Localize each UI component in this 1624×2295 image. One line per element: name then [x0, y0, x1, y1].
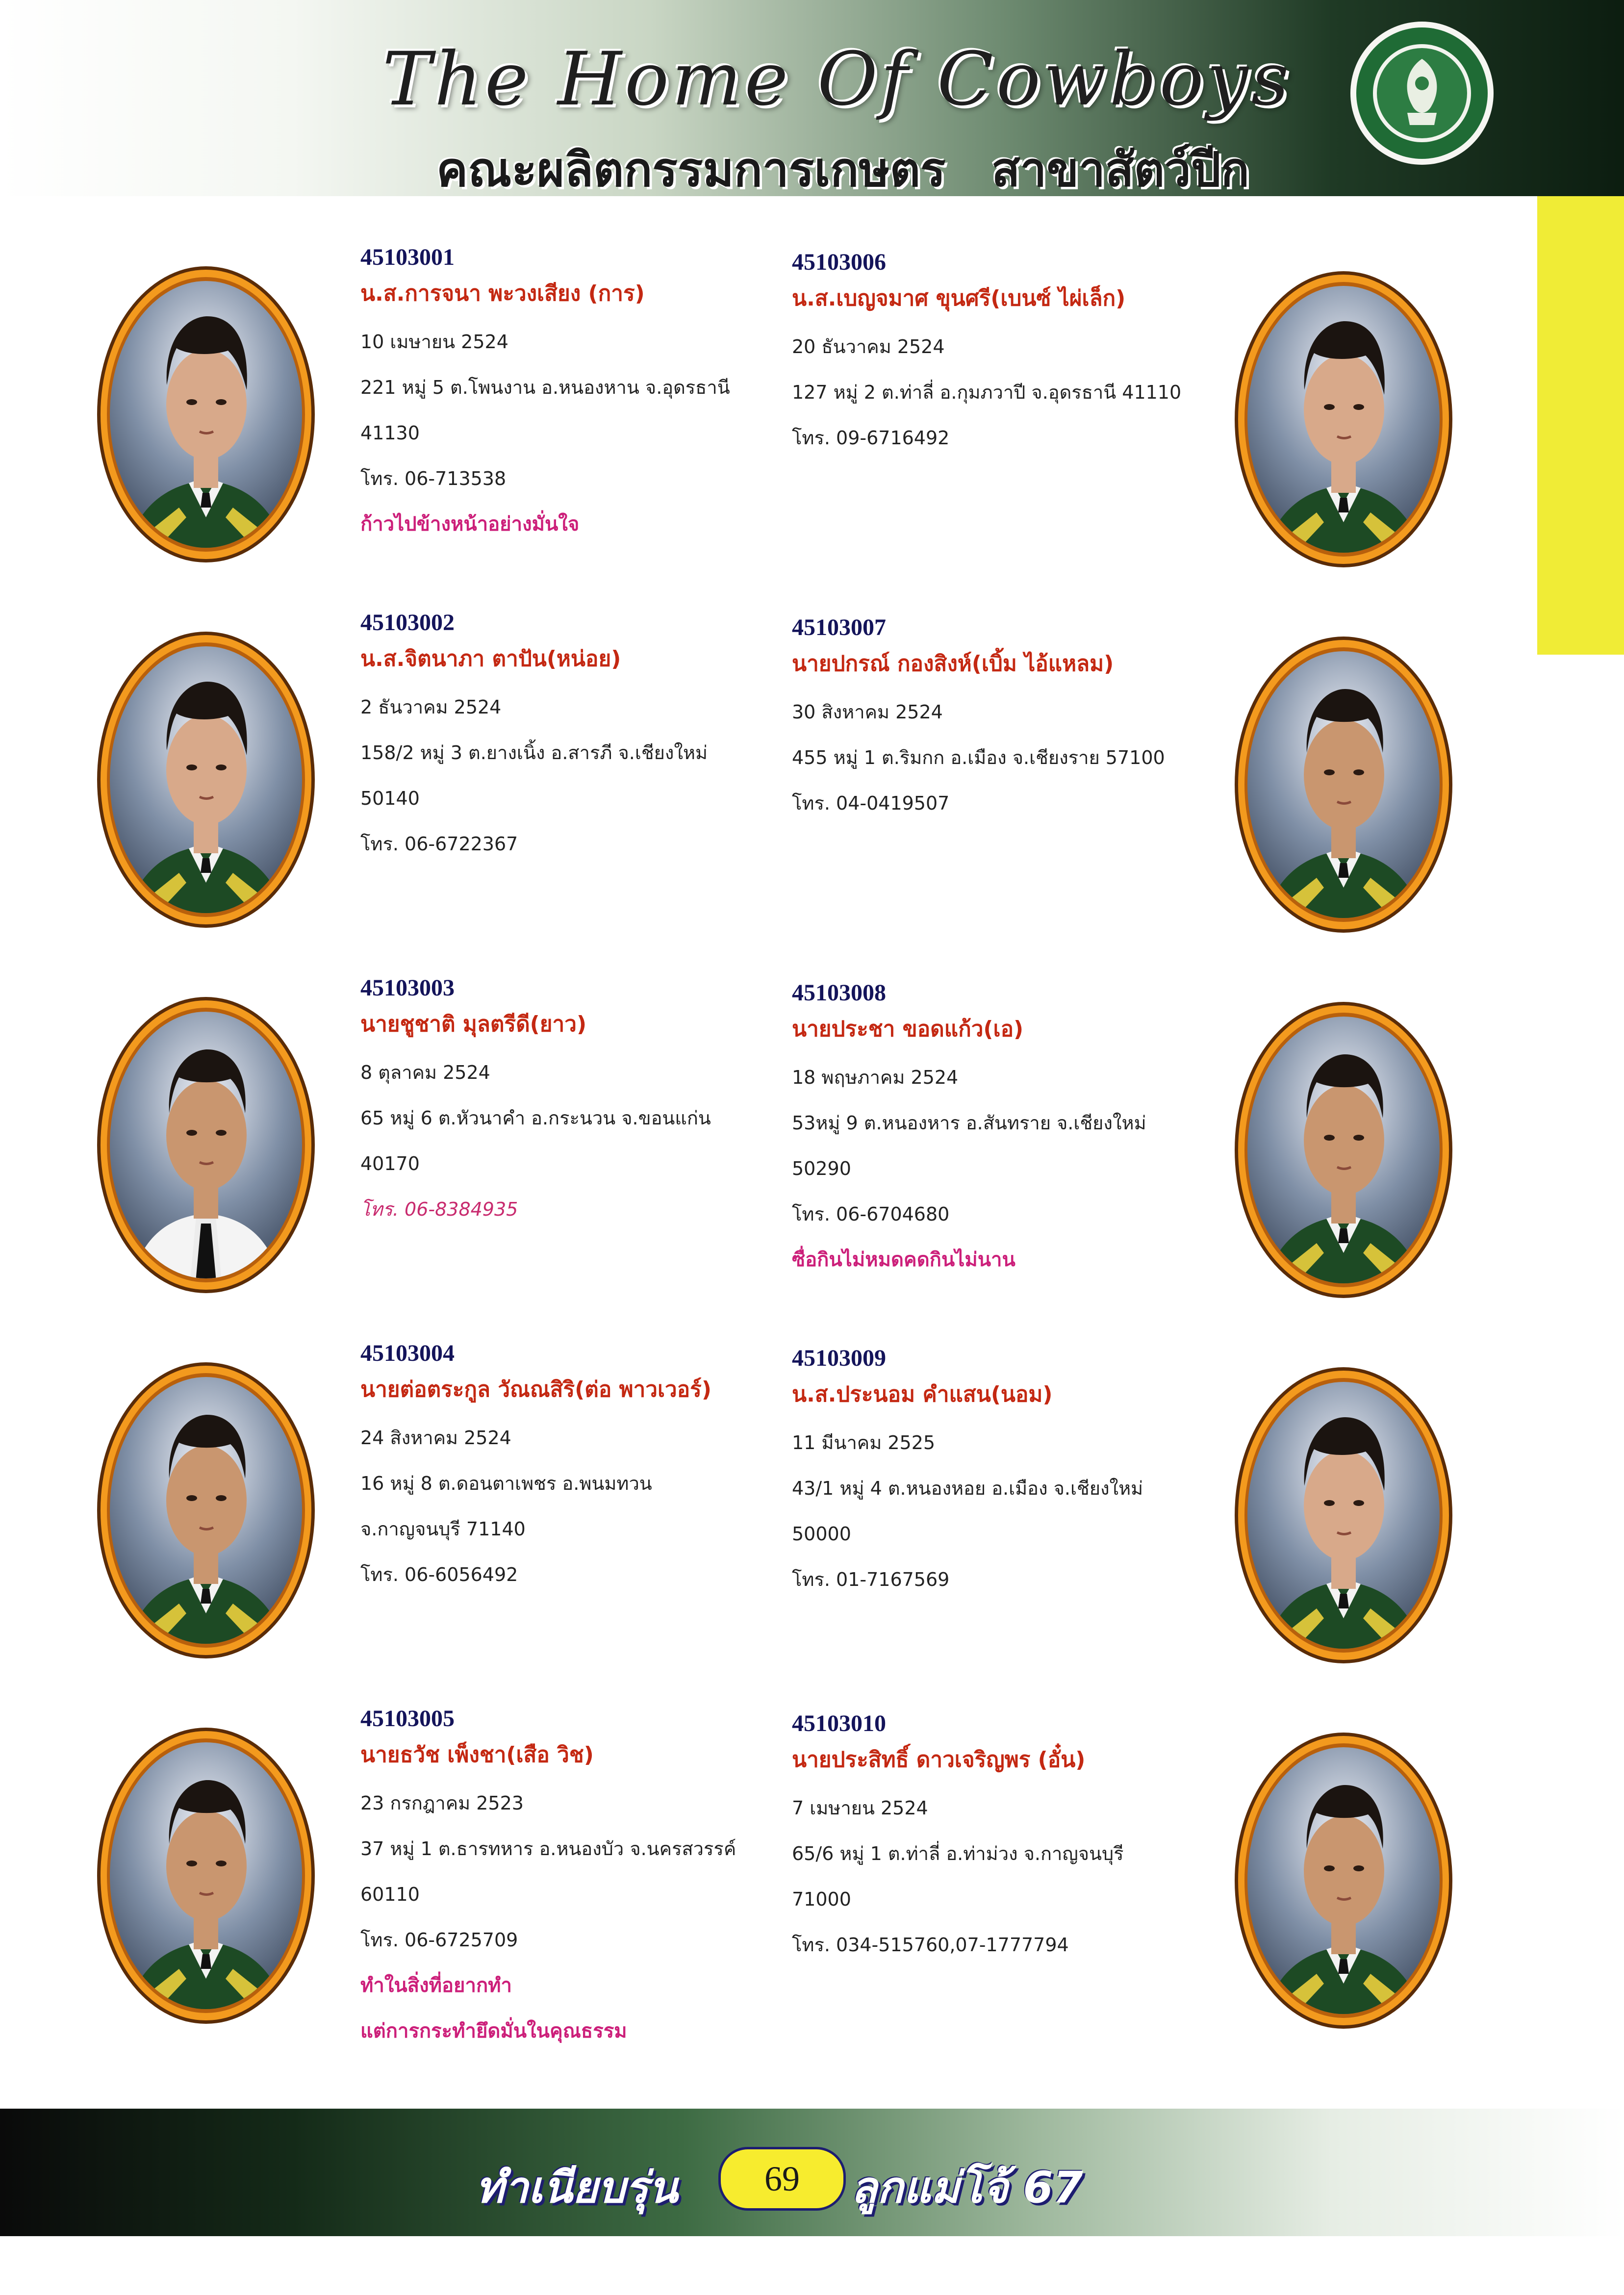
student-portrait: [96, 262, 316, 566]
address-line: 60110: [360, 1884, 420, 1905]
phone-number: โทร. 06-6704680: [792, 1203, 950, 1225]
student-portrait: [1233, 1363, 1454, 1667]
phone-number: โทร. 06-713538: [360, 468, 507, 489]
student-info: [360, 1704, 787, 2054]
student-motto: ซื่อกินไม่หมดคดกินไม่นาน: [792, 1249, 1015, 1271]
student-entry: [792, 978, 1478, 1341]
student-info: [360, 1339, 787, 1598]
address-line: 65 หมู่ 6 ต.หัวนาคำ อ.กระนวน จ.ขอนแก่น: [360, 1107, 711, 1129]
birth-date: 10 เมษายน 2524: [360, 331, 508, 353]
student-id: 45103008: [792, 980, 886, 1006]
student-portrait: [96, 628, 316, 932]
address-line: 37 หมู่ 1 ต.ธารทหาร อ.หนองบัว จ.นครสวรรค์: [360, 1838, 736, 1860]
birth-date: 8 ตุลาคม 2524: [360, 1062, 490, 1083]
student-id: 45103009: [792, 1345, 886, 1371]
phone-number: โทร. 09-6716492: [792, 427, 950, 449]
page-title: The Home Of Cowboys: [382, 37, 1292, 122]
student-name: นายธวัช เพ็งชา(เสือ วิช): [360, 1742, 594, 1767]
address-line: 71000: [792, 1888, 851, 1910]
student-portrait: [1233, 1729, 1454, 2033]
phone-number: โทร. 06-6725709: [360, 1929, 518, 1951]
student-portrait: [1233, 633, 1454, 937]
page-header: [0, 0, 1624, 196]
student-entry: [96, 608, 782, 971]
student-name: น.ส.จิตนาภา ตาปัน(หน่อย): [360, 646, 621, 671]
student-name: นายประสิทธิ์ ดาวเจริญพร (อั๋น): [792, 1747, 1086, 1772]
student-name: นายปกรณ์ กองสิงห์(เบิ้ม ไอ้แหลม): [792, 651, 1114, 676]
student-name: นายต่อตระกูล วัณณสิริ(ต่อ พาวเวอร์): [360, 1377, 711, 1402]
student-entry: [792, 613, 1478, 976]
side-tab: [1537, 196, 1624, 655]
birth-date: 20 ธันวาคม 2524: [792, 336, 945, 357]
phone-number: โทร. 01-7167569: [792, 1569, 950, 1590]
student-id: 45103007: [792, 614, 886, 640]
student-portrait: [1233, 267, 1454, 571]
university-logo: [1348, 20, 1496, 167]
phone-number: โทร. 034-515760,07-1777794: [792, 1934, 1069, 1956]
address-line: 65/6 หมู่ 1 ต.ท่าลี่ อ.ท่าม่วง จ.กาญจนบุรี: [792, 1843, 1124, 1864]
phone-number: โทร. 06-8384935: [360, 1198, 518, 1220]
student-info: [792, 248, 1218, 461]
address-line: 50000: [792, 1523, 851, 1545]
student-id: 45103003: [360, 975, 455, 1001]
student-id: 45103002: [360, 610, 455, 636]
student-name: นายประชา ขอดแก้ว(เอ): [792, 1017, 1024, 1042]
birth-date: 18 พฤษภาคม 2524: [792, 1067, 959, 1088]
student-entry: [96, 1339, 782, 1702]
address-line: 50290: [792, 1158, 851, 1179]
student-portrait: [96, 1358, 316, 1662]
student-entry: [96, 1704, 782, 2067]
student-entry: [792, 1709, 1478, 2072]
student-portrait: [96, 993, 316, 1297]
phone-number: โทร. 06-6722367: [360, 833, 518, 855]
student-id: 45103010: [792, 1710, 886, 1736]
student-motto: ก้าวไปข้างหน้าอย่างมั่นใจ: [360, 513, 580, 536]
student-motto: ทำในสิ่งที่อยากทำ: [360, 1974, 512, 1997]
student-info: [792, 1709, 1218, 1968]
birth-date: 7 เมษายน 2524: [792, 1797, 928, 1819]
student-name: น.ส.การจนา พะวงเสียง (การ): [360, 281, 645, 306]
address-line: 221 หมู่ 5 ต.โพนงาน อ.หนองหาน จ.อุดรธานี: [360, 377, 730, 398]
birth-date: 24 สิงหาคม 2524: [360, 1427, 511, 1449]
student-id: 45103001: [360, 244, 455, 270]
footer-left-text: ทำเนียบรุ่น: [476, 2162, 678, 2213]
birth-date: 23 กรกฎาคม 2523: [360, 1792, 524, 1814]
birth-date: 2 ธันวาคม 2524: [360, 696, 502, 718]
address-line: 53หมู่ 9 ต.หนองหาร อ.สันทราย จ.เชียงใหม่: [792, 1112, 1146, 1134]
address-line: 43/1 หมู่ 4 ต.หนองหอย อ.เมือง จ.เชียงใหม่: [792, 1478, 1143, 1499]
address-line: จ.กาญจนบุรี 71140: [360, 1518, 526, 1540]
phone-number: โทร. 04-0419507: [792, 792, 950, 814]
student-info: [792, 1344, 1218, 1603]
student-name: น.ส.ประนอม คำแสน(นอม): [792, 1382, 1053, 1407]
address-line: 40170: [360, 1153, 420, 1174]
student-portrait: [1233, 998, 1454, 1302]
student-info: [792, 613, 1218, 826]
address-line: 158/2 หมู่ 3 ต.ยางเนิ้ง อ.สารภี จ.เชียงใหม่: [360, 742, 708, 764]
student-info: [360, 608, 787, 867]
student-info: [360, 243, 787, 547]
student-name: นายชูชาติ มุลตรีดี(ยาว): [360, 1012, 587, 1037]
address-line: 50140: [360, 788, 420, 809]
birth-date: 11 มีนาคม 2525: [792, 1432, 936, 1454]
student-entry: [792, 248, 1478, 611]
page-subtitle: คณะผลิตกรรมการเกษตร สาขาสัตว์ปีก: [436, 142, 1249, 197]
student-motto: แต่การกระทำยึดมั่นในคุณธรรม: [360, 2020, 627, 2042]
footer-right-text: ลูกแม่โจ้ 67: [851, 2162, 1083, 2213]
page-footer: [0, 2109, 1624, 2236]
student-id: 45103005: [360, 1706, 455, 1732]
student-entry: [96, 243, 782, 606]
student-info: [360, 973, 787, 1232]
student-portrait: [96, 1724, 316, 2028]
address-line: 41130: [360, 422, 420, 444]
student-entry: [792, 1344, 1478, 1707]
student-id: 45103006: [792, 249, 886, 275]
birth-date: 30 สิงหาคม 2524: [792, 701, 943, 723]
address-line: 16 หมู่ 8 ต.ดอนตาเพชร อ.พนมทวน: [360, 1473, 652, 1494]
student-entry: [96, 973, 782, 1336]
student-info: [792, 978, 1218, 1283]
student-name: น.ส.เบญจมาศ ขุนศรี(เบนซ์ ไผ่เล็ก): [792, 286, 1126, 311]
address-line: 127 หมู่ 2 ต.ท่าลี่ อ.กุมภวาปี จ.อุดรธานี 41110: [792, 382, 1182, 403]
student-id: 45103004: [360, 1340, 455, 1366]
address-line: 455 หมู่ 1 ต.ริมกก อ.เมือง จ.เชียงราย 57100: [792, 747, 1165, 768]
page-number-badge: 69: [718, 2147, 846, 2211]
phone-number: โทร. 06-6056492: [360, 1564, 518, 1585]
